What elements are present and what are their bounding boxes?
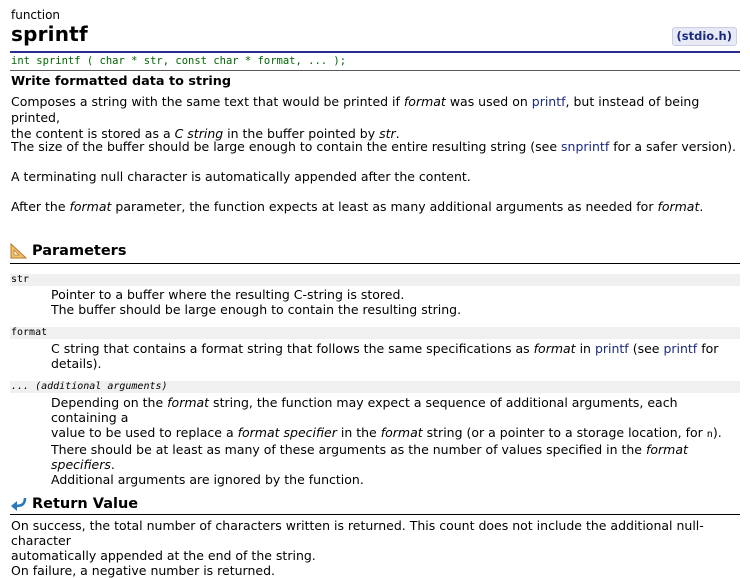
param-desc-format — [51, 341, 741, 371]
format-specifier-term: format specifier — [237, 425, 337, 440]
set-square-icon — [10, 243, 28, 259]
param-header-bar — [10, 327, 740, 339]
return-arrow-icon — [10, 496, 28, 512]
text: . — [395, 126, 400, 141]
printf-link[interactable]: printf — [594, 341, 629, 356]
page-title: sprintf — [11, 22, 88, 46]
format-specifiers-term: format specifiers — [51, 442, 688, 472]
format-term: format — [380, 425, 423, 440]
format-term: format — [533, 341, 576, 356]
text: automatically appended at the end of the string. — [11, 548, 316, 563]
printf-link[interactable]: printf — [663, 341, 698, 356]
description-paragraph-1 — [11, 94, 741, 142]
text: C string that contains a format string that follows the same specifications as — [51, 341, 534, 356]
header-file-badge[interactable]: (stdio.h) — [672, 27, 737, 46]
text: details). — [51, 356, 102, 371]
text: (see — [628, 341, 664, 356]
text: in the buffer pointed by — [223, 126, 380, 141]
prototype-divider — [10, 70, 740, 71]
param-header-bar — [10, 274, 740, 286]
param-name-format: format — [11, 327, 48, 338]
parameters-heading: Parameters — [32, 243, 127, 259]
entity-kind: function — [11, 8, 61, 22]
text: On success, the total number of characters written is returned. This count does not include the additional null-character — [11, 518, 704, 548]
format-term: format — [167, 395, 210, 410]
text: The size of the buffer should be large enough to contain the entire resulting string (see — [11, 139, 562, 154]
return-value-text — [11, 518, 741, 578]
text: the content is stored as a — [11, 126, 175, 141]
format-term: format — [657, 199, 700, 214]
c-string-term: C string — [174, 126, 224, 141]
format-term: format — [403, 94, 446, 109]
text: value to be used to replace a — [51, 425, 238, 440]
param-name-str: str — [11, 274, 30, 285]
prototype-args: ( char * str, const char * format, ... ); — [86, 55, 347, 67]
param-desc-str — [51, 287, 741, 317]
prototype-return-type: int — [11, 55, 30, 67]
description-paragraph-3: A terminating null character is automatically appended after the content. — [11, 169, 471, 184]
text: There should be at least as many of these arguments as the number of values specified in the — [51, 442, 646, 457]
function-prototype — [11, 55, 346, 67]
description-paragraph-4 — [11, 199, 741, 215]
text: . — [699, 199, 704, 214]
text: Pointer to a buffer where the resulting C-string is stored. — [51, 287, 405, 302]
text: string (or a pointer to a storage location, for — [422, 425, 707, 440]
str-term: str — [379, 126, 396, 141]
text: , but instead of being printed, — [11, 94, 700, 125]
format-term: format — [69, 199, 112, 214]
text: for a safer version). — [609, 139, 737, 154]
prototype-name: sprintf — [36, 55, 81, 67]
text: On failure, a negative number is returned. — [11, 563, 275, 578]
text: parameter, the function expects at least as many additional arguments as needed for — [111, 199, 658, 214]
text: in the — [336, 425, 381, 440]
text: . — [110, 457, 115, 472]
text: Depending on the — [51, 395, 168, 410]
text: in — [575, 341, 595, 356]
snprintf-link[interactable]: snprintf — [561, 139, 610, 154]
param-desc-additional-arguments — [51, 395, 741, 487]
return-value-divider — [10, 514, 740, 515]
text: After the — [11, 199, 70, 214]
text: Additional arguments are ignored by the function. — [51, 472, 364, 487]
text: was used on — [445, 94, 532, 109]
parameters-divider — [10, 263, 740, 264]
text: for — [697, 341, 719, 356]
text: ). — [712, 425, 722, 440]
description-paragraph-2 — [11, 139, 741, 155]
text: The buffer should be large enough to contain the resulting string. — [51, 302, 462, 317]
title-divider — [10, 51, 740, 53]
return-value-heading: Return Value — [32, 496, 139, 512]
n-code: n — [706, 429, 713, 440]
param-name-additional-arguments: ... (additional arguments) — [11, 381, 168, 392]
printf-link[interactable]: printf — [531, 94, 566, 109]
page-subtitle: Write formatted data to string — [11, 74, 232, 89]
text: Composes a string with the same text that would be printed if — [11, 94, 404, 109]
text: string, the function may expect a sequence of additional arguments, each containing a — [51, 395, 678, 425]
